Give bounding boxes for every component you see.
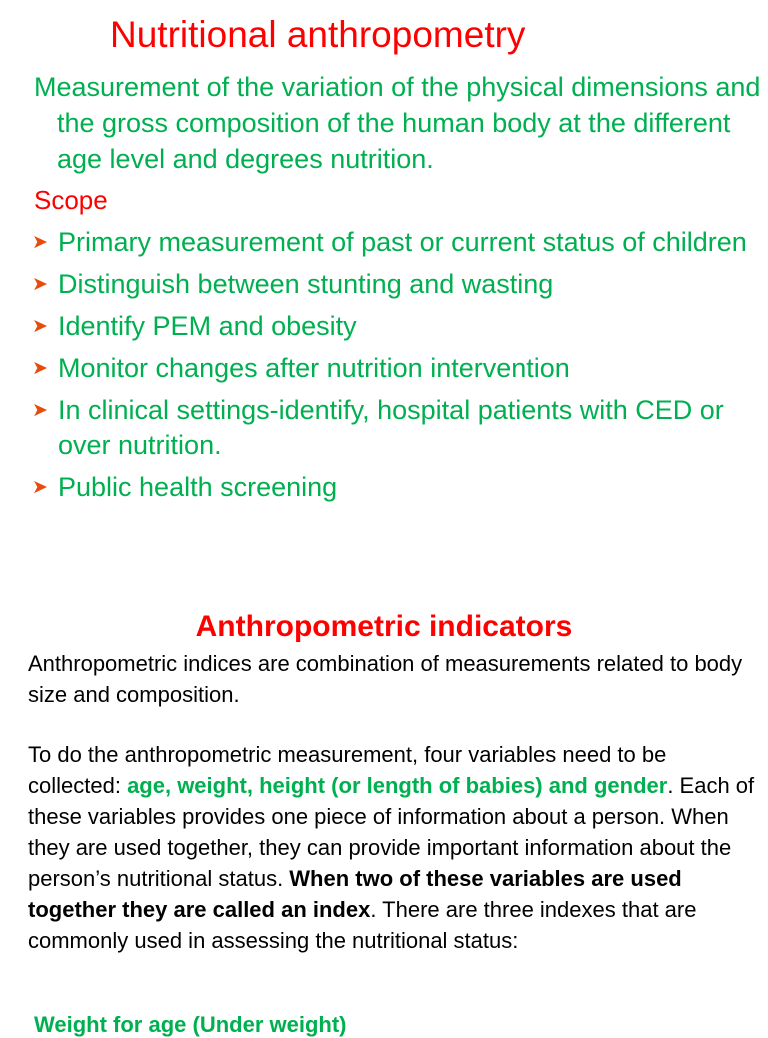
section-title: Anthropometric indicators (195, 610, 573, 643)
index-definition: When two of these variables are used together they are called an index (28, 866, 682, 922)
scope-list (32, 225, 766, 512)
definition-text: Measurement of the variation of the physical dimensions and the gross composition of the human body at the different age level and degrees nutrition. (34, 72, 761, 174)
list-item: ➤ Distinguish between stunting and wasting (32, 267, 766, 302)
arrowhead-bullet-icon: ➤ (32, 477, 48, 498)
section-anthropometric-indicators (0, 600, 768, 1037)
paragraph-variables: To do the anthropometric measurement, four variables need to be collected: age, weight, height (or length of babies) and gender. Each of these variables provides one piece of information about a person. When they are used together, they can provide important information about the person’s nutritional status. When two of these variables are used together they are called an index. There are three indexes that are commonly used in assessing the nutritional status: (28, 742, 755, 953)
arrowhead-bullet-icon: ➤ (32, 232, 48, 253)
list-item: ➤ Identify PEM and obesity (32, 309, 766, 344)
cutoff-heading: Weight for age (Under weight) (34, 1012, 347, 1037)
arrowhead-bullet-icon: ➤ (32, 274, 48, 295)
arrowhead-bullet-icon: ➤ (32, 400, 48, 421)
list-item: ➤ Monitor changes after nutrition intervention (32, 351, 766, 386)
arrowhead-bullet-icon: ➤ (32, 316, 48, 337)
list-item: ➤ Primary measurement of past or current status of children (32, 225, 766, 260)
paragraph-indices: Anthropometric indices are combination of measurements related to body size and composition. (28, 651, 743, 707)
variables-highlight: age, weight, height (or length of babies) and gender (127, 773, 668, 798)
arrowhead-bullet-icon: ➤ (32, 358, 48, 379)
slide-title: Nutritional anthropometry (110, 14, 526, 55)
scope-heading: Scope (34, 185, 108, 215)
list-item: ➤ Public health screening (32, 470, 766, 505)
list-item: ➤ In clinical settings-identify, hospital patients with CED or over nutrition. (32, 395, 724, 460)
